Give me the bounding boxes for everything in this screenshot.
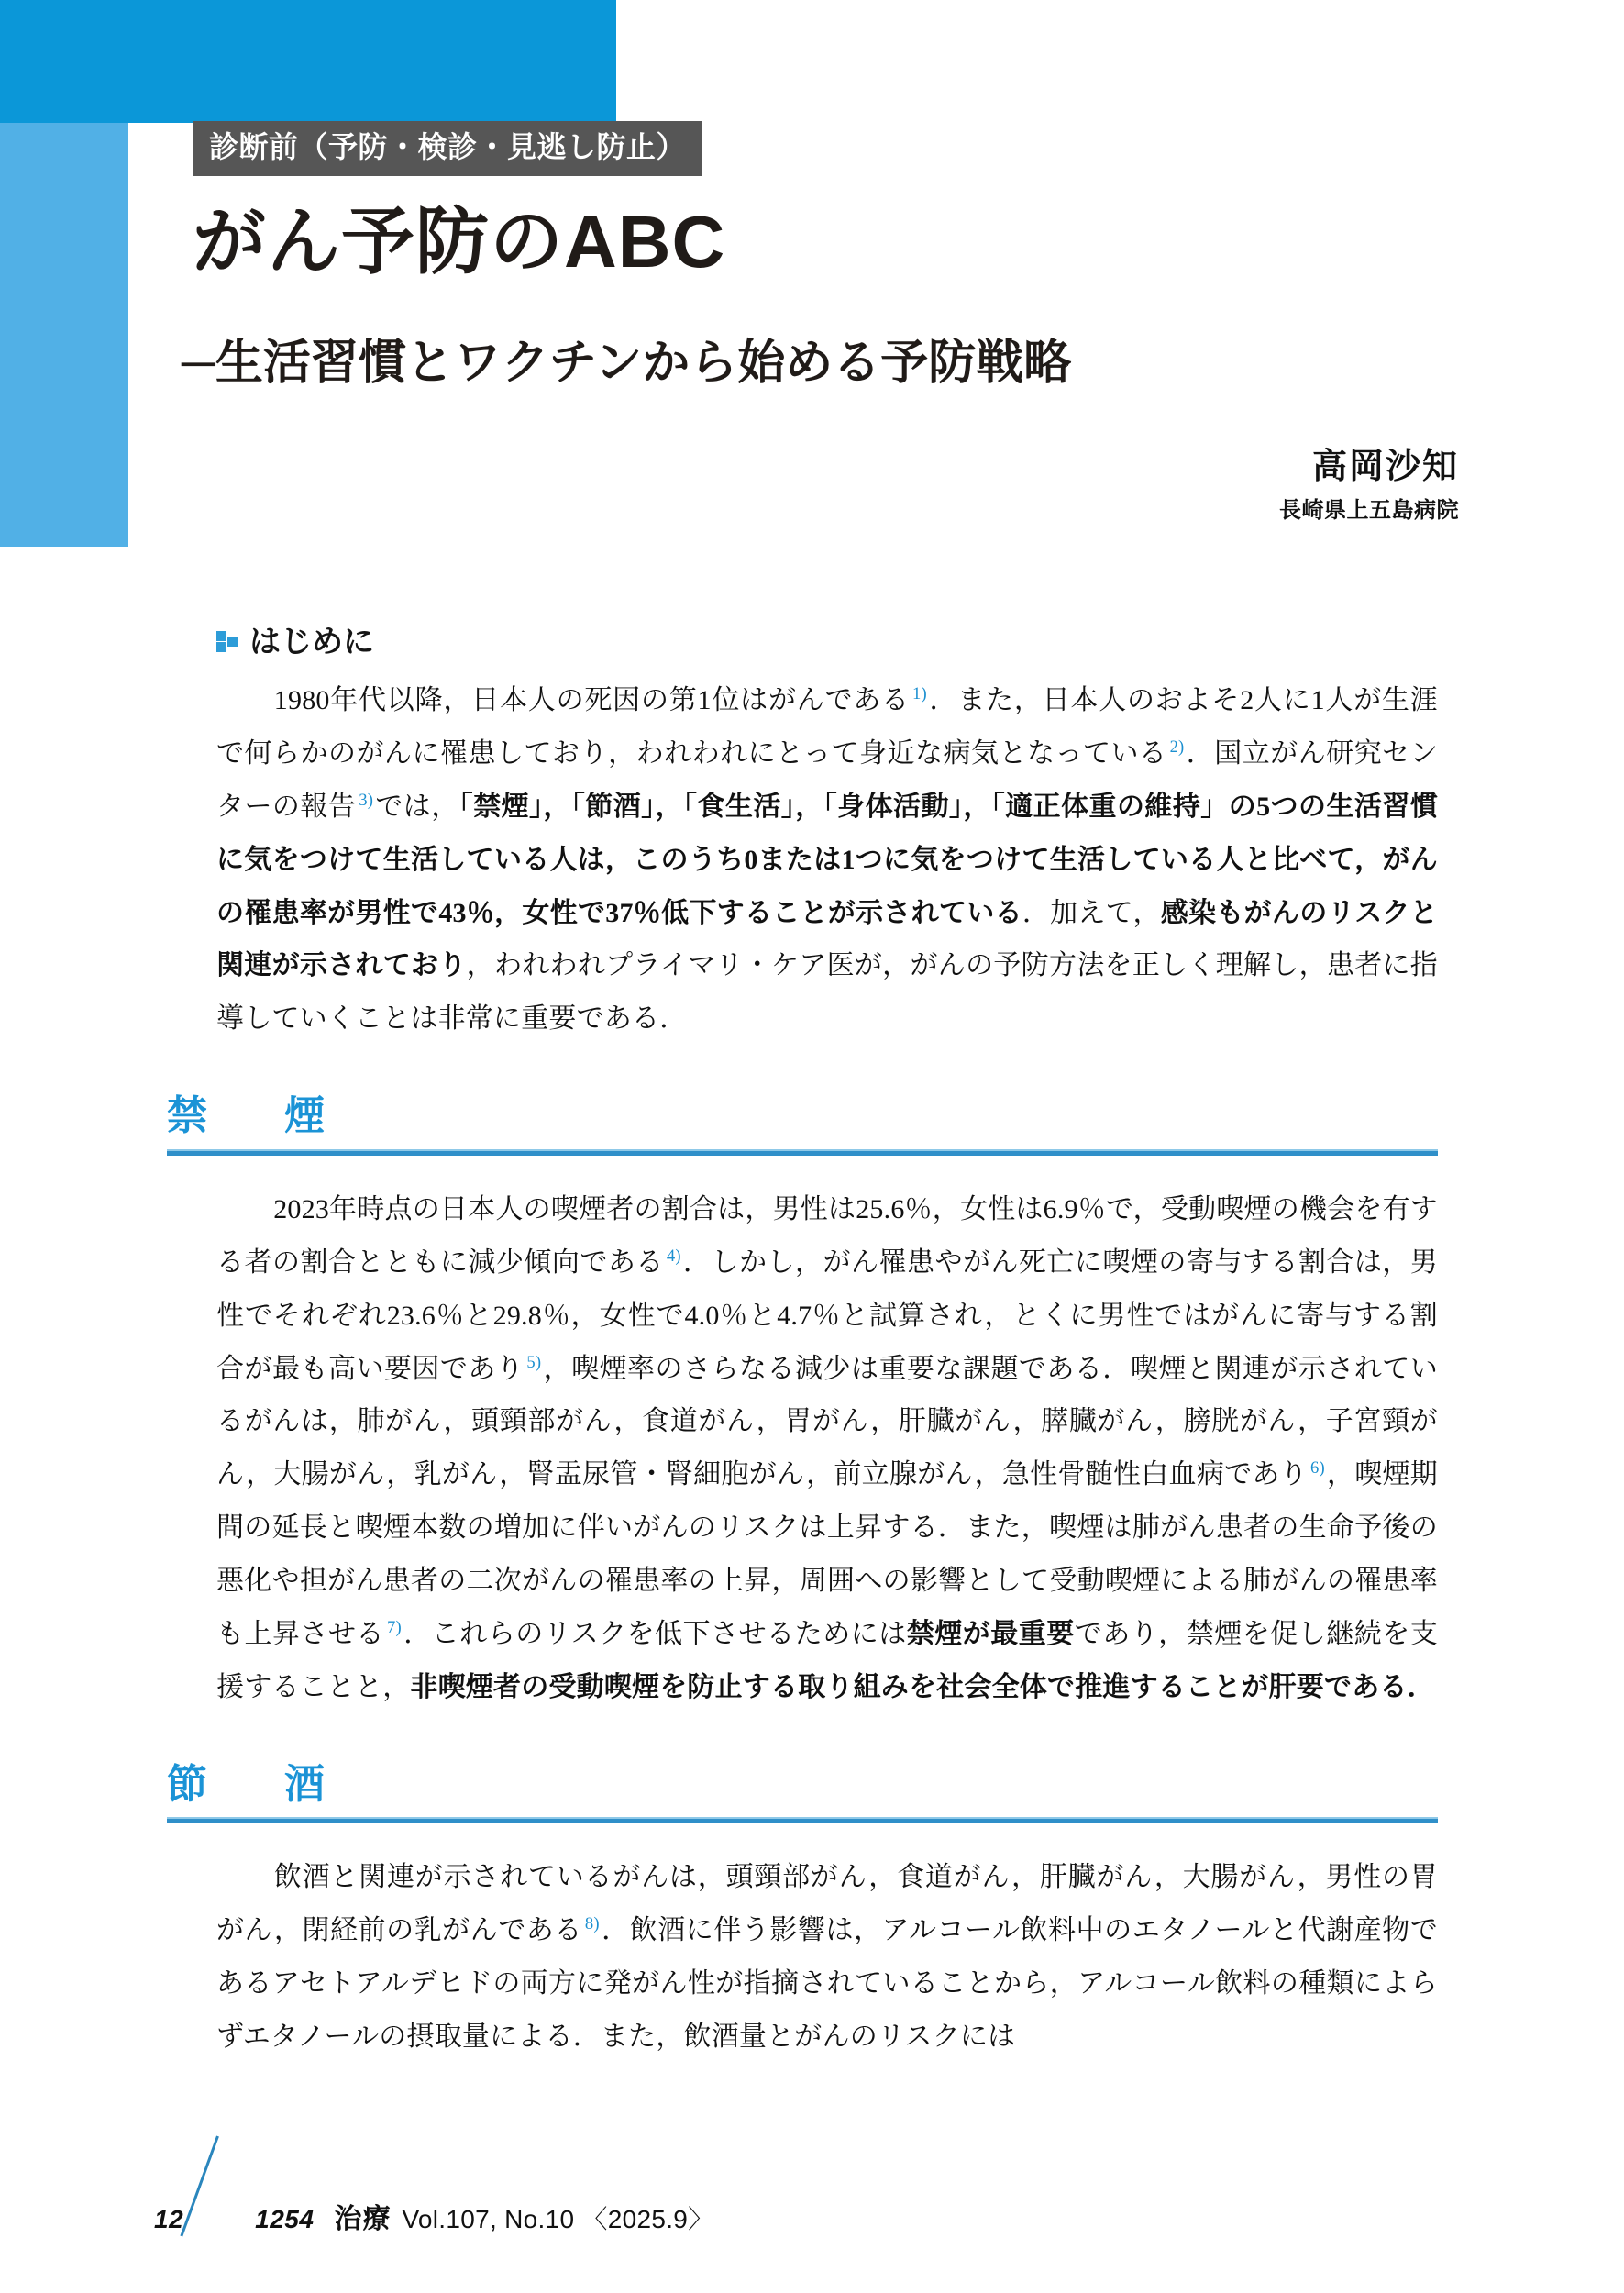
text-run: ．飲酒に伴う影響は，アルコール飲料中のエタノールと代謝産物であるアセトアルデヒドの両方に発がん性が指摘されていることから，アルコール飲料の種類によらずエタノールの摂取量による．また，飲酒量とがんのリスクには bbox=[216, 1915, 1438, 2052]
text-run: ，喫煙期間の延長と喫煙本数の増加に伴いがんのリスクは上昇する．また，喫煙は肺がん患者の生命予後の悪化や担がん患者の二次がんの罹患率の上昇，周囲への影響として受動喫煙による肺がんの罹患率も上昇させる bbox=[216, 1459, 1438, 1649]
section-body bbox=[216, 1851, 1438, 2064]
reference-marker: 5) bbox=[526, 1352, 542, 1372]
section-paragraph bbox=[216, 1183, 1438, 1714]
text-run: ．また，日本人のおよそ2人に1人が生涯で何らかのがんに罹患しており，われわれにとって身近な病気となっている bbox=[216, 685, 1438, 769]
reference-marker: 4) bbox=[666, 1246, 681, 1266]
text-run: であり，禁煙を促し継続を支援することと， bbox=[216, 1618, 1439, 1702]
section-divider bbox=[167, 1817, 1438, 1823]
author-name: 高岡沙知 bbox=[1311, 448, 1459, 486]
author-affiliation: 長崎県上五島病院 bbox=[1279, 497, 1459, 523]
text-run: 飲酒と関連が示されているがんは，頭頸部がん，食道がん，肝臓がん，大腸がん，男性の胃がん，閉経前の乳がんである bbox=[216, 1862, 1438, 1946]
emphasis-text: 感染もがんのリスクと関連が示されており bbox=[216, 897, 1438, 981]
emphasis-text: 禁煙が最重要 bbox=[906, 1618, 1075, 1649]
section-title: 節 酒 bbox=[167, 1761, 343, 1807]
decorative-blue-block-top bbox=[0, 0, 616, 123]
reference-marker: 7) bbox=[387, 1617, 402, 1637]
decorative-blue-block-left bbox=[0, 123, 128, 547]
section-header bbox=[167, 1093, 1438, 1156]
reference-marker: 8) bbox=[584, 1914, 600, 1934]
page-title: がん予防のABC bbox=[193, 201, 726, 282]
footer-page-number: 12 bbox=[154, 2205, 184, 2233]
section-paragraph bbox=[216, 1851, 1438, 2064]
text-run: 2023年時点の日本人の喫煙者の割合は，男性は25.6％，女性は6.9％で，受動喫煙の機会を有する者の割合とともに減少傾向である bbox=[216, 1193, 1438, 1278]
section-kinen bbox=[167, 1093, 1439, 1714]
page-footer bbox=[154, 2149, 713, 2236]
reference-marker: 2) bbox=[1169, 737, 1185, 757]
section-divider bbox=[167, 1149, 1438, 1156]
page-subtitle: ─生活習慣とワクチンから始める予防戦略 bbox=[182, 337, 1072, 390]
section-body bbox=[216, 1183, 1438, 1714]
author-block bbox=[1279, 446, 1459, 525]
text-run: ．国立がん研究センターの報告 bbox=[216, 737, 1438, 822]
reference-marker: 1) bbox=[911, 684, 927, 703]
reference-marker: 6) bbox=[1309, 1458, 1325, 1479]
text-run: 1980年代以降，日本人の死因の第1位はがんである bbox=[246, 685, 910, 715]
intro-heading bbox=[216, 616, 1438, 661]
square-arrow-icon bbox=[216, 627, 238, 651]
intro-heading-label: はじめに bbox=[249, 625, 374, 659]
section-sesshu bbox=[167, 1761, 1438, 2064]
text-run: ．しかし，がん罹患やがん死亡に喫煙の寄与する割合は，男性でそれぞれ23.6％と29.8％，女性で4.0％と4.7％と試算され，とくに男性ではがんに寄与する割合が最も高い要因であり bbox=[216, 1246, 1438, 1384]
text-run: ．加えて， bbox=[1022, 897, 1161, 928]
category-tag: 診断前（予防・検診・見逃し防止） bbox=[193, 121, 702, 176]
section-header bbox=[167, 1762, 1438, 1824]
text-run: ．これらのリスクを低下させるためには bbox=[403, 1618, 907, 1649]
footer-issue-info: Vol.107, No.10 〈2025.9〉 bbox=[402, 2205, 714, 2233]
text-run: ，われわれプライマリ・ケア医が，がんの予防方法を正しく理解し，患者に指導していくことは非常に重要である． bbox=[216, 950, 1438, 1035]
section-title: 禁 煙 bbox=[167, 1093, 343, 1139]
footer-slash-icon bbox=[187, 2149, 251, 2228]
footer-folio: 1254 bbox=[255, 2205, 315, 2233]
reference-marker: 3) bbox=[359, 790, 374, 810]
text-run: では， bbox=[375, 791, 459, 822]
text-run: ，喫煙率のさらなる減少は重要な課題である．喫煙と関連が示されているがんは，肺がん，頭頸部がん，食道がん，胃がん，肝臓がん，膵臓がん，膀胱がん，子宮頸がん，大腸がん，乳がん，腎盂尿管・腎細胞がん，前立腺がん，急性骨髄性白血病であり bbox=[216, 1353, 1438, 1490]
article-body bbox=[167, 616, 1439, 2064]
emphasis-text: 非喫煙者の受動喫煙を防止する取り組みを社会全体で推進することが肝要である． bbox=[410, 1671, 1435, 1702]
intro-paragraph bbox=[216, 674, 1438, 1046]
footer-journal-name: 治療 bbox=[334, 2204, 392, 2234]
emphasis-text: 「禁煙」，「節酒」，「食生活」，「身体活動」，「適正体重の維持」の5つの生活習慣に気をつけて生活している人は，このうち0または1つに気をつけて生活している人と比べて，がんの罹患率が男性で43％，女性で37％低下することが示されている bbox=[216, 791, 1438, 928]
